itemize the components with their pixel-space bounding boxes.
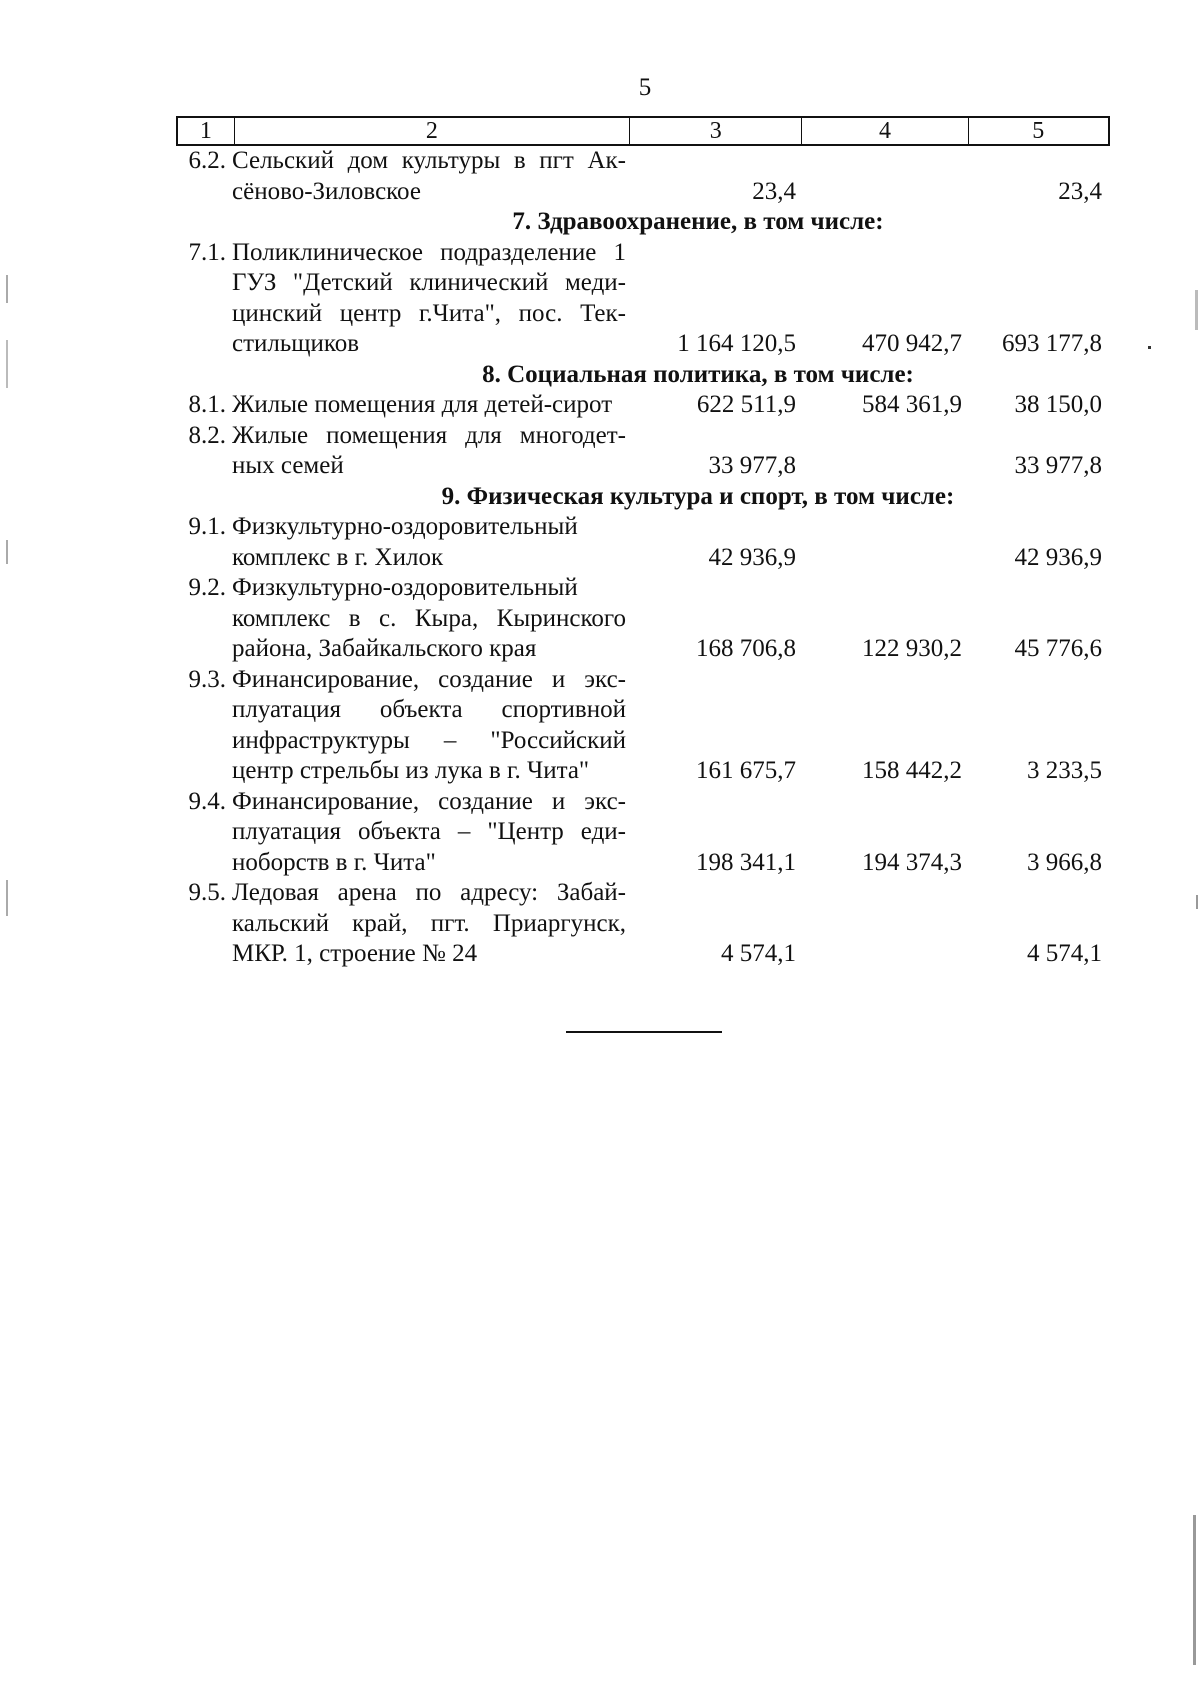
row-name-line: ных семей: [232, 452, 344, 479]
header-col-5: 5: [968, 118, 1108, 144]
row-value-4: 194 374,3: [862, 848, 962, 876]
row-name: [232, 573, 628, 665]
page-number: 5: [638, 74, 652, 101]
row-name-line: сёново-Зиловское: [232, 177, 421, 205]
scan-speck: [1148, 346, 1151, 349]
table-row: [176, 390, 1110, 421]
table-row: [176, 787, 1110, 879]
table-row: [176, 421, 1110, 482]
scan-speck: [6, 340, 8, 388]
row-value-3: 42 936,9: [708, 543, 796, 571]
row-name-line: Сельский дом культуры в пгт Ак-: [232, 147, 626, 174]
table-row: [176, 146, 1110, 207]
row-name-line: Ледовая арена по адресу: Забай-: [232, 879, 626, 906]
row-name: [232, 878, 628, 970]
scan-speck: [6, 880, 8, 916]
row-name-line: Физкультурно-оздоровительный: [232, 513, 578, 540]
table-body: [176, 146, 1110, 970]
scan-speck: [1195, 290, 1198, 330]
row-name-line: стильщиков: [232, 330, 360, 357]
row-value-4: 122 930,2: [862, 635, 962, 662]
row-number: 9.5.: [188, 879, 226, 906]
row-value-5: 4 574,1: [1027, 940, 1102, 967]
row-value-3: 622 511,9: [696, 391, 796, 418]
row-name-line: комплекс в г. Хилок: [232, 543, 444, 571]
row-value-5: 3 233,5: [1027, 757, 1102, 784]
row-name-line: кальский край, пгт. Приаргунск,: [232, 909, 626, 937]
row-number: 6.2.: [188, 147, 226, 174]
row-value-3: 168 706,8: [696, 635, 796, 662]
section-heading: 7. Здравоохранение, в том числе:: [512, 208, 884, 235]
row-value-5: 693 177,8: [1002, 330, 1102, 357]
table-row: [176, 573, 1110, 665]
row-value-4: 470 942,7: [862, 330, 962, 357]
row-number: 9.1.: [188, 513, 226, 540]
table-header: [176, 116, 1110, 146]
row-name: [232, 512, 628, 573]
row-name-line: инфраструктуры – "Российский: [232, 726, 626, 754]
row-number: 9.2.: [188, 574, 226, 601]
row-name-line: Физкультурно-оздоровительный: [232, 574, 578, 601]
section-heading: 8. Социальная политика, в том числе:: [482, 360, 914, 388]
row-name-line: Поликлиническое подразделение 1: [232, 238, 626, 266]
end-divider: [566, 1031, 722, 1033]
row-value-5: 23,4: [1058, 177, 1102, 205]
row-name-line: ГУЗ "Детский клинический меди-: [232, 269, 626, 296]
row-value-5: 3 966,8: [1027, 848, 1102, 876]
row-name-line: комплекс в с. Кыра, Кыринского: [232, 604, 626, 632]
row-value-4: 584 361,9: [862, 391, 962, 418]
row-name-line: Финансирование, создание и экс-: [232, 665, 626, 693]
row-name: [232, 421, 628, 482]
row-value-3: 23,4: [752, 177, 796, 205]
row-name: [232, 390, 628, 421]
table-row: [176, 512, 1110, 573]
section-heading: 9. Физическая культура и спорт, в том числе:: [441, 482, 955, 510]
header-col-4: 4: [801, 118, 967, 144]
header-col-3: 3: [629, 118, 801, 144]
header-col-1: 1: [199, 118, 212, 144]
row-number: 8.1.: [188, 391, 226, 418]
scan-speck: [6, 275, 8, 303]
header-col-2: 2: [234, 118, 629, 144]
row-name-line: Жилые помещения для многодет-: [232, 421, 626, 449]
row-value-3: 198 341,1: [696, 848, 796, 876]
row-name-line: Финансирование, создание и экс-: [232, 787, 626, 815]
scan-speck: [6, 540, 8, 564]
row-value-3: 33 977,8: [708, 452, 796, 479]
row-name: [232, 238, 628, 360]
table-row: [176, 665, 1110, 787]
row-name-line: ноборств в г. Чита": [232, 848, 436, 876]
row-value-5: 42 936,9: [1014, 543, 1102, 571]
row-value-5: 33 977,8: [1014, 452, 1102, 479]
row-name: [232, 665, 628, 787]
row-value-3: 1 164 120,5: [677, 330, 796, 357]
row-value-5: 38 150,0: [1014, 391, 1102, 418]
budget-table: [176, 116, 1110, 970]
row-name: [232, 787, 628, 879]
row-number: 9.4.: [188, 787, 226, 815]
scan-speck: [1196, 895, 1198, 909]
row-number: 7.1.: [188, 238, 226, 266]
row-value-3: 4 574,1: [721, 940, 796, 967]
row-name-line: плуатация объекта – "Центр еди-: [232, 818, 626, 845]
row-name-line: цинский центр г.Чита", пос. Тек-: [232, 299, 626, 327]
row-value-3: 161 675,7: [696, 757, 796, 784]
row-name-line: района, Забайкальского края: [232, 635, 537, 662]
row-name-line: плуатация объекта спортивной: [232, 696, 626, 723]
row-value-4: 158 442,2: [862, 757, 962, 784]
table-row: [176, 878, 1110, 970]
table-row: [176, 238, 1110, 360]
row-value-5: 45 776,6: [1014, 635, 1102, 662]
row-number: 9.3.: [188, 665, 226, 693]
row-name-line: центр стрельбы из лука в г. Чита": [232, 757, 590, 784]
scan-speck: [1193, 1515, 1196, 1665]
row-number: 8.2.: [188, 421, 226, 449]
row-name-line: Жилые помещения для детей-сирот: [232, 391, 613, 418]
row-name: [232, 146, 628, 207]
row-name-line: МКР. 1, строение № 24: [232, 940, 478, 967]
